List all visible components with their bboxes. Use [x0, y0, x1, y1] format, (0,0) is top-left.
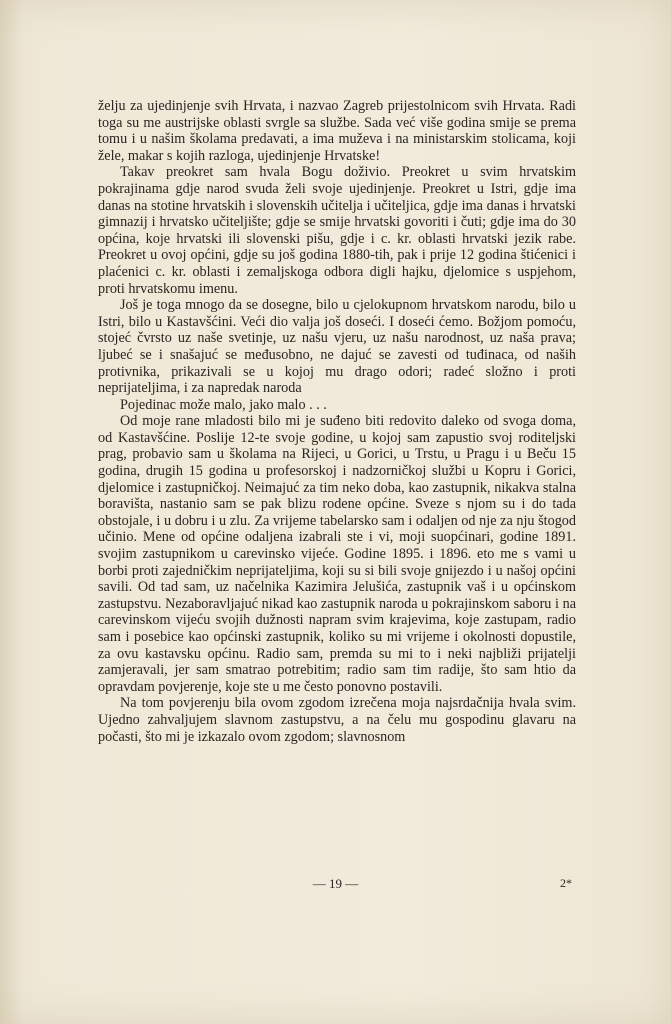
body-text [98, 98, 576, 745]
paragraph: Takav preokret sam hvala Bogu doživio. Preokret u svim hrvatskim pokrajinama gdje narod svuda želi svoje ujedinjenje. Preokret u Istri, gdje ima danas na stotine hrvatskih i slovenskih učitelja i učiteljica, gdje ima danas i hrvatski gimnazij i hrvatsko učiteljište; gdje se smije hrvatski govoriti i čuti; gdje ima do 30 općina, koje hrvatski ili slovenski pišu, gdje i c. kr. oblasti hrvatski jezik rabe. Preokret u ovoj općini, gdje su još godina 1880-tih, pak i prije 12 godina štićenici i plaćenici c. kr. oblasti i zemaljskoga odbora digli hajku, djelomice s uspjehom, proti hrvatskomu imenu. [98, 164, 576, 297]
paragraph: Od moje rane mladosti bilo mi je suđeno biti redovito daleko od svoga doma, od Kastavšćine. Poslije 12-te svoje godine, u kojoj sam zapustio svoj roditeljski prag, probavio sam u školama na Rijeci, u Gorici, u Trstu, u Pragu i u Beču 15 godina, drugih 15 godina u profesorskoj i nadzorničkoj službi u Kopru i Gorici, djelomice i zastupničkoj. Neimajuć za tim neko doba, kao zastupnik, nikakva stalna boravišta, nastanio sam se pak blizu rodene općine. Sveze s njom su i do tada obstojale, i u dobru i u zlu. Za vrijeme tabelarsko sam i odaljen od nje za nju štogod učinio. Mene od općine odaljena izabrali ste i vi, moji suopćinari, godine 1891. svojim zastupnikom u carevinsko vijeće. Godine 1895. i 1896. eto me s vami u borbi proti zajedničkim neprijateljima, koji su si bili svoje gnijezdo i u našoj općini savili. Od tad sam, uz načelnika Kazimira Jelušića, zastupnik vaš i u općinskom zastupstvu. Nezaboravljajuć nikad kao zastupnik naroda u pokrajinskom saboru i na carevinskom vijeću svojih dužnosti napram svim krajevima, koje zastupam, radio sam i posebice kao općinski zastupnik, koliko su mi vrijeme i okolnosti dopustile, za ovu kastavsku općinu. Radio sam, premda su mi to i neki najbliži prijatelji zamjeravali, jer sam smatrao potrebitim; radio sam tim radije, što sam htio da opravdam povjerenje, koje ste u me često ponovno postavili. [98, 413, 576, 695]
paragraph: Na tom povjerenju bila ovom zgodom izrečena moja najsrdačnija hvala svim. Ujedno zahvaljujem slavnom zastupstvu, a na čelu mu gospodinu glavaru na počasti, što mi je izkazalo ovom zgodom; slavnosnom [98, 695, 576, 745]
paragraph: Još je toga mnogo da se dosegne, bilo u cjelokupnom hrvatskom narodu, bilo u Istri, bilo u Kastavšćini. Veći dio valja još doseći. I doseći ćemo. Božjom pomoću, stojeć čvrsto uz naše svetinje, uz našu vjeru, uz našu narodnost, uz naša prava; ljubeć se i snašajuć se međusobno, ne dajuć se zavesti od tuđinaca, od naših protivnika, prikazivali se u kojoj mu drago odori; radeć složno i proti neprijateljima, i za napredak naroda [98, 297, 576, 397]
page-number: — 19 — [312, 876, 359, 891]
paragraph: želju za ujedinjenje svih Hrvata, i nazvao Zagreb prijestolnicom svih Hrvata. Radi toga su me austrijske oblasti svrgle sa službe. Sada već više godina smije se prema tomu i u našim školama predavati, a ima muževa i na ministarskim stolicama, koji žele, makar s kojih razloga, ujedinjenje Hrvatske! [98, 98, 576, 164]
paragraph: Pojedinac može malo, jako malo . . . [120, 396, 327, 413]
printer-signature: 2* [560, 876, 572, 890]
